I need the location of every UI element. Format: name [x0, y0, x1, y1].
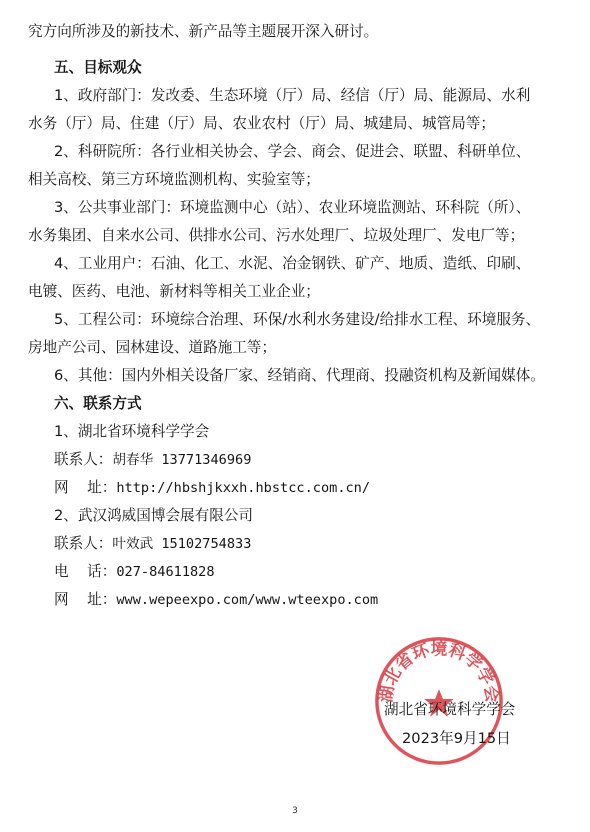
section-6-heading: 六、联系方式: [54, 395, 142, 412]
website-link[interactable]: www.wepeexpo.com/www.wteexpo.com: [116, 592, 379, 608]
contact-label: 联系人：: [54, 451, 113, 468]
website-1: [54, 478, 370, 498]
website-link[interactable]: http://hbshjkxxh.hbstcc.com.cn/: [116, 480, 371, 496]
audience-item-6: 6、其他：国内外相关设备厂家、经销商、代理商、投融资机构及新闻媒体。: [54, 367, 545, 384]
contact-org-2: 2、武汉鸿威国博会展有限公司: [54, 507, 254, 524]
website-label: 网 址：: [54, 479, 117, 496]
audience-item-1-line1: 1、政府部门：发改委、生态环境（厅）局、经信（厅）局、能源局、水利: [54, 87, 531, 104]
contact-org-1: 1、湖北省环境科学学会: [54, 423, 210, 440]
phone-2: [54, 562, 215, 582]
audience-item-3-line2: 水务集团、自来水公司、供排水公司、污水处理厂、垃圾处理厂、发电厂等；: [28, 227, 525, 244]
signature-date: 2023年9月15日: [402, 730, 511, 747]
audience-item-5-line2: 房地产公司、园林建设、道路施工等；: [28, 339, 277, 356]
audience-item-4-line2: 电镀、医药、电池、新材料等相关工业企业；: [28, 283, 320, 300]
contact-value: 胡春华 13771346969: [112, 452, 252, 468]
audience-item-5-line1: 5、工程公司：环境综合治理、环保/水利水务建设/给排水工程、环境服务、: [54, 311, 541, 328]
signature-org: 湖北省环境科学学会: [384, 701, 516, 718]
contact-value: 叶效武 15102754833: [112, 536, 252, 552]
website-2: [54, 590, 378, 610]
audience-item-2-line1: 2、科研院所：各行业相关协会、学会、商会、促进会、联盟、科研单位、: [54, 143, 531, 160]
audience-item-1-line2: 水务（厅）局、住建（厅）局、农业农村（厅）局、城建局、城管局等；: [28, 115, 496, 132]
section-5-heading: 五、目标观众: [54, 59, 142, 76]
page-number: 3: [292, 806, 298, 816]
contact-label: 联系人：: [54, 535, 113, 552]
audience-item-3-line1: 3、公共事业部门：环境监测中心（站）、农业环境监测站、环科院（所）、: [54, 199, 531, 216]
phone-value: 027-84611828: [116, 564, 215, 580]
contact-person-1: [54, 450, 251, 470]
svg-text:湖北省环境科学学会: 湖北省环境科学学会: [375, 638, 503, 704]
contact-person-2: [54, 534, 251, 554]
website-label: 网 址：: [54, 591, 117, 608]
audience-item-2-line2: 相关高校、第三方环境监测机构、实验室等；: [28, 171, 320, 188]
phone-label: 电 话：: [54, 563, 117, 580]
audience-item-4-line1: 4、工业用户：石油、化工、水泥、冶金钢铁、矿产、地质、造纸、印刷、: [54, 255, 531, 272]
intro-tail-text: 究方向所涉及的新技术、新产品等主题展开深入研讨。: [28, 23, 379, 40]
